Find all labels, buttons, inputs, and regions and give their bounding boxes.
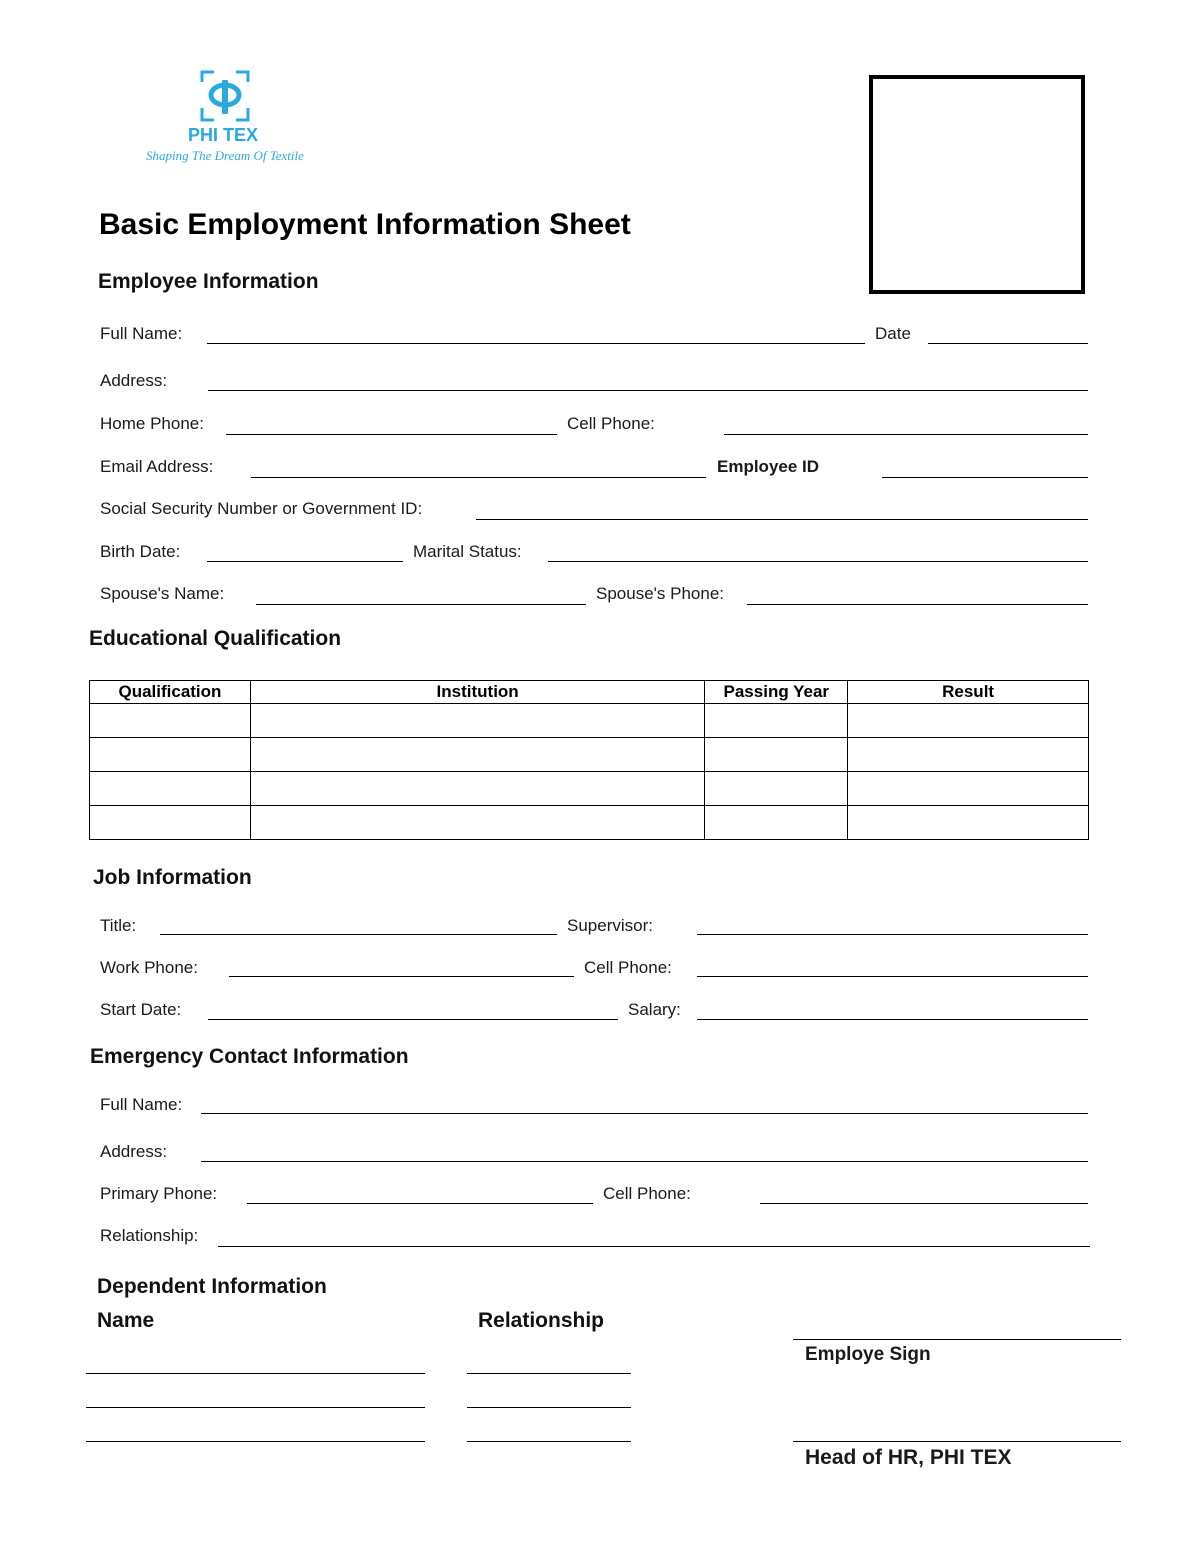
dependent-name-field[interactable]	[86, 1407, 425, 1408]
phi-logo-icon	[200, 70, 250, 122]
emergency-cell-phone-field[interactable]	[760, 1203, 1088, 1204]
table-cell[interactable]	[250, 806, 704, 840]
page-title: Basic Employment Information Sheet	[99, 208, 631, 241]
birth-date-field[interactable]	[207, 561, 403, 562]
emergency-full-name-field[interactable]	[201, 1113, 1088, 1114]
start-date-label: Start Date:	[100, 1000, 182, 1019]
table-cell[interactable]	[90, 806, 251, 840]
section-heading-emergency: Emergency Contact Information	[90, 1045, 409, 1068]
birth-date-label: Birth Date:	[100, 542, 181, 561]
cell-phone-label: Cell Phone:	[567, 414, 655, 433]
table-cell[interactable]	[250, 704, 704, 738]
section-heading-job-info: Job Information	[93, 866, 252, 889]
emergency-full-name-label: Full Name:	[100, 1095, 183, 1114]
full-name-label: Full Name:	[100, 324, 183, 343]
column-header-passing-year: Passing Year	[705, 681, 848, 704]
section-heading-education: Educational Qualification	[89, 627, 342, 650]
column-header-institution: Institution	[250, 681, 704, 704]
start-date-field[interactable]	[208, 1019, 618, 1020]
table-cell[interactable]	[705, 772, 848, 806]
dependent-relationship-field[interactable]	[467, 1407, 631, 1408]
column-header-result: Result	[848, 681, 1089, 704]
section-heading-employee-info: Employee Information	[98, 270, 319, 293]
spouse-name-field[interactable]	[256, 604, 586, 605]
job-title-label: Title:	[100, 916, 137, 935]
relationship-label: Relationship:	[100, 1226, 199, 1245]
photo-box[interactable]	[869, 75, 1085, 294]
salary-field[interactable]	[697, 1019, 1088, 1020]
cell-phone-field[interactable]	[724, 434, 1088, 435]
logo-tagline: Shaping The Dream Of Textile	[146, 148, 304, 163]
ssn-field[interactable]	[476, 519, 1088, 520]
marital-status-label: Marital Status:	[413, 542, 522, 561]
employee-sign-label: Employe Sign	[805, 1344, 931, 1365]
spouse-name-label: Spouse's Name:	[100, 584, 225, 603]
employee-id-field[interactable]	[882, 477, 1088, 478]
dependent-relationship-field[interactable]	[467, 1441, 631, 1442]
date-field[interactable]	[928, 343, 1088, 344]
logo-name: PHI TEX	[188, 125, 259, 145]
primary-phone-label: Primary Phone:	[100, 1184, 218, 1203]
marital-status-field[interactable]	[548, 561, 1088, 562]
table-cell[interactable]	[90, 738, 251, 772]
table-cell[interactable]	[250, 772, 704, 806]
table-cell[interactable]	[848, 738, 1089, 772]
work-phone-label: Work Phone:	[100, 958, 198, 977]
employee-id-label: Employee ID	[717, 457, 820, 476]
education-table-header	[90, 681, 1089, 704]
address-field[interactable]	[208, 390, 1088, 391]
email-field[interactable]	[251, 477, 706, 478]
emergency-cell-phone-label: Cell Phone:	[603, 1184, 691, 1203]
section-heading-dependent: Dependent Information	[97, 1275, 327, 1298]
job-cell-phone-field[interactable]	[697, 976, 1088, 977]
hr-sign-label: Head of HR, PHI TEX	[805, 1446, 1012, 1469]
dependent-name-field[interactable]	[86, 1441, 425, 1442]
primary-phone-field[interactable]	[247, 1203, 593, 1204]
dependent-name-column: Name	[97, 1309, 155, 1332]
dependent-relationship-field[interactable]	[467, 1373, 631, 1374]
address-label: Address:	[100, 371, 168, 390]
table-row	[90, 806, 1089, 840]
table-row	[90, 772, 1089, 806]
email-label: Email Address:	[100, 457, 214, 476]
table-cell[interactable]	[705, 738, 848, 772]
salary-label: Salary:	[628, 1000, 681, 1019]
relationship-field[interactable]	[218, 1246, 1090, 1247]
dependent-name-field[interactable]	[86, 1373, 425, 1374]
table-cell[interactable]	[90, 704, 251, 738]
table-row	[90, 738, 1089, 772]
table-cell[interactable]	[705, 806, 848, 840]
table-cell[interactable]	[250, 738, 704, 772]
table-cell[interactable]	[705, 704, 848, 738]
education-table	[89, 680, 1089, 840]
table-cell[interactable]	[848, 772, 1089, 806]
spouse-phone-field[interactable]	[747, 604, 1088, 605]
hr-sign-line[interactable]	[793, 1441, 1121, 1442]
home-phone-field[interactable]	[226, 434, 557, 435]
table-cell[interactable]	[848, 806, 1089, 840]
table-cell[interactable]	[90, 772, 251, 806]
full-name-field[interactable]	[207, 343, 865, 344]
supervisor-field[interactable]	[697, 934, 1088, 935]
emergency-address-field[interactable]	[201, 1161, 1088, 1162]
ssn-label: Social Security Number or Government ID:	[100, 499, 423, 518]
spouse-phone-label: Spouse's Phone:	[596, 584, 725, 603]
job-cell-phone-label: Cell Phone:	[584, 958, 672, 977]
table-cell[interactable]	[848, 704, 1089, 738]
dependent-relationship-column: Relationship	[478, 1309, 605, 1332]
supervisor-label: Supervisor:	[567, 916, 653, 935]
work-phone-field[interactable]	[229, 976, 574, 977]
job-title-field[interactable]	[160, 934, 557, 935]
employee-sign-line[interactable]	[793, 1339, 1121, 1340]
table-row	[90, 704, 1089, 738]
emergency-address-label: Address:	[100, 1142, 168, 1161]
date-label: Date	[875, 324, 911, 343]
home-phone-label: Home Phone:	[100, 414, 204, 433]
column-header-qualification: Qualification	[90, 681, 251, 704]
